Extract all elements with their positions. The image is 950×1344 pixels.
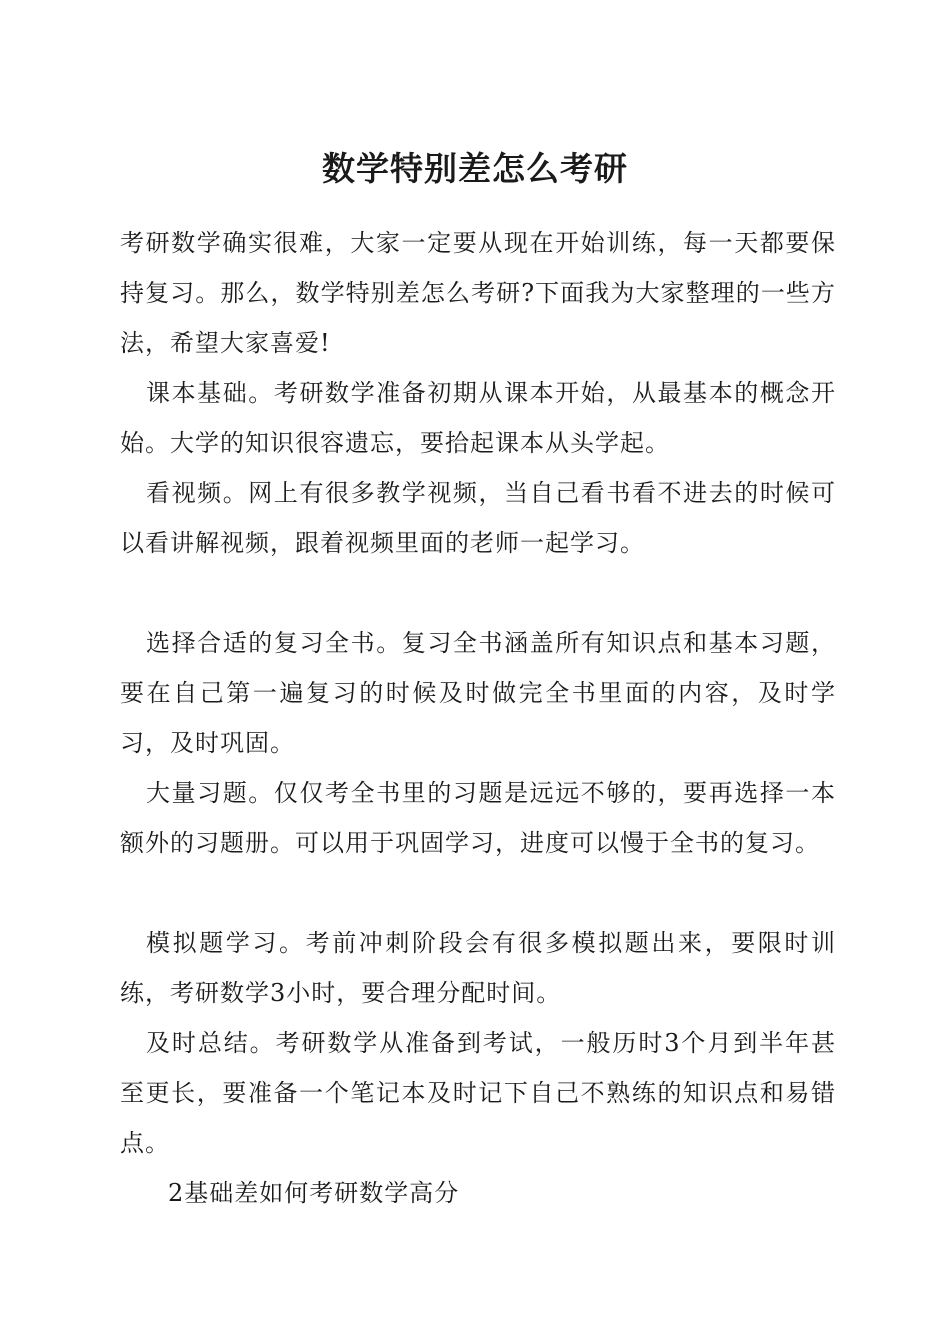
paragraph-exercises: 大量习题。仅仅考全书里的习题是远远不够的，要再选择一本额外的习题册。可以用于巩固学习，进度可以慢于全书的复习。 [120, 779, 836, 857]
paragraph-textbook-basics: 课本基础。考研数学准备初期从课本开始，从最基本的概念开始。大学的知识很容遗忘，要拾起课本从头学起。 [120, 379, 836, 457]
document-title: 数学特别差怎么考研 [322, 149, 628, 188]
section-subheading: 2基础差如何考研数学高分 [168, 1179, 460, 1207]
paragraph-watch-videos: 看视频。网上有很多教学视频，当自己看书看不进去的时候可以看讲解视频，跟着视频里面的老师一起学习。 [120, 479, 836, 557]
document-body [120, 218, 836, 1218]
paragraph-review-book: 选择合适的复习全书。复习全书涵盖所有知识点和基本习题，要在自己第一遍复习的时候及时做完全书里面的内容，及时学习，及时巩固。 [120, 629, 836, 757]
paragraph-mock-exams: 模拟题学习。考前冲刺阶段会有很多模拟题出来，要限时训练，考研数学3小时，要合理分配时间。 [120, 929, 836, 1007]
paragraph-summary: 及时总结。考研数学从准备到考试，一般历时3个月到半年甚至更长，要准备一个笔记本及时记下自己不熟练的知识点和易错点。 [120, 1029, 836, 1157]
paragraph-intro: 考研数学确实很难，大家一定要从现在开始训练，每一天都要保持复习。那么，数学特别差怎么考研?下面我为大家整理的一些方法，希望大家喜爱! [120, 229, 836, 357]
